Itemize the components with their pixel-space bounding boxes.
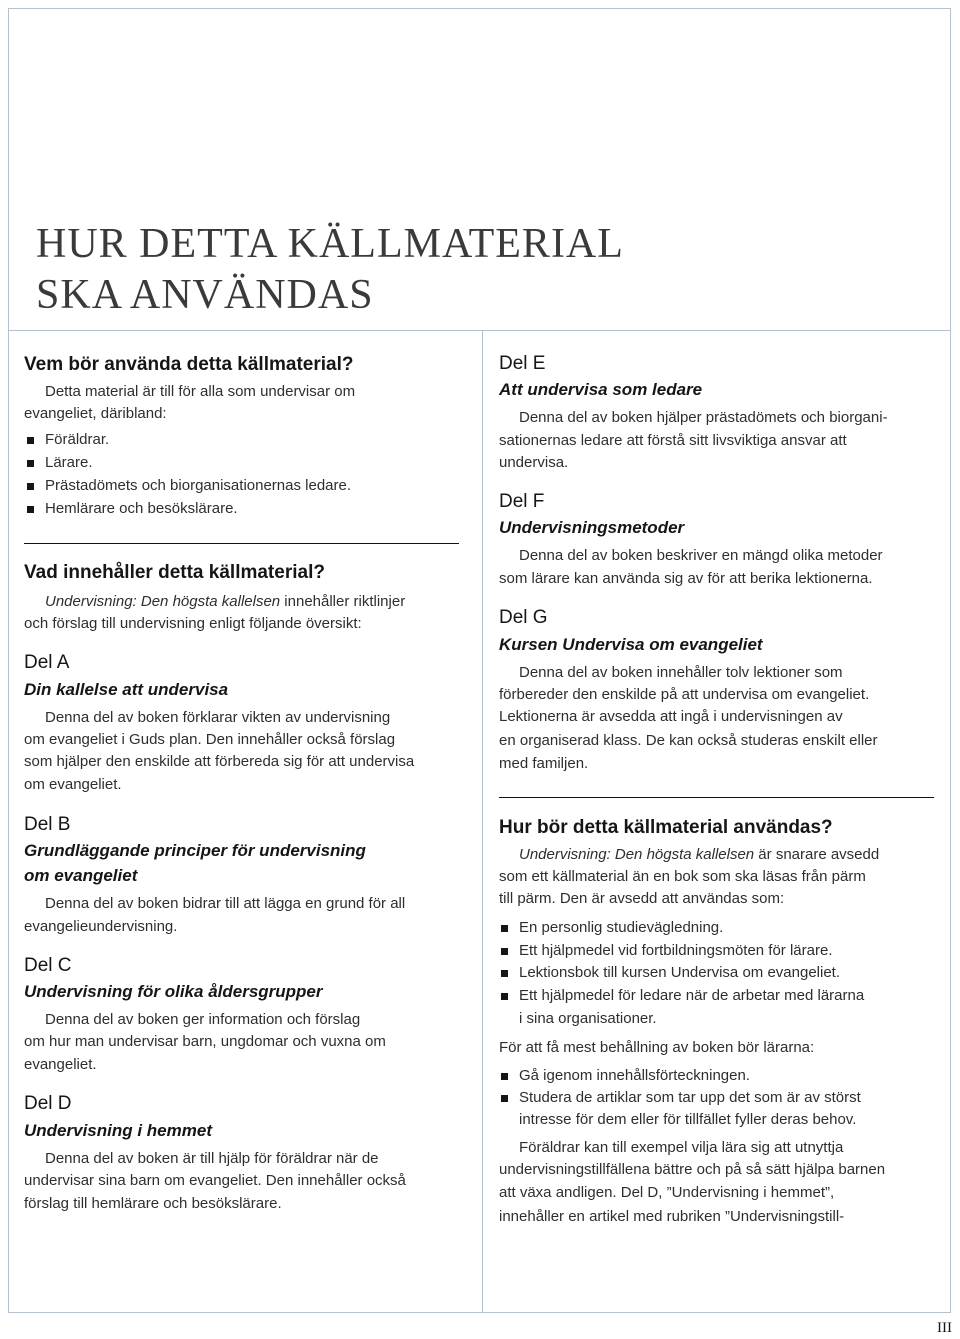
part-body-line: Denna del av boken innehåller tolv lektioner som (519, 664, 843, 681)
part-body-line: Lektionerna är avsedda att ingå i undervisningen av (499, 708, 843, 725)
part-body-line: Denna del av boken är till hjälp för föräldrar när de (45, 1150, 379, 1167)
who-bullet-item: Föräldrar. (45, 431, 110, 448)
part-label: Del G (499, 607, 548, 628)
part-body-line: Denna del av boken förklarar vikten av undervisning (45, 709, 391, 726)
teacher-step-item: Gå igenom innehållsförteckningen. (519, 1067, 750, 1084)
who-bullet-item: Lärare. (45, 454, 93, 471)
square-bullet-icon (27, 437, 34, 444)
teachers-intro: För att få mest behållning av boken bör lärarna: (499, 1039, 815, 1056)
usage-bullet-continuation: i sina organisationer. (519, 1010, 657, 1027)
usage-intro-rest: är snarare avsedd (754, 846, 880, 863)
page-title-line-1: HUR DETTA KÄLLMATERIAL (36, 221, 624, 267)
section-divider (24, 543, 459, 544)
square-bullet-icon (501, 925, 508, 932)
section-divider (499, 797, 934, 798)
who-bullet-item: Hemlärare och besökslärare. (45, 500, 238, 517)
part-body-line: undervisa. (499, 454, 569, 471)
part-label: Del A (24, 652, 70, 673)
part-subtitle: Undervisningsmetoder (499, 518, 685, 537)
example-line: innehåller en artikel med rubriken ”Undervisningstill- (499, 1208, 845, 1225)
square-bullet-icon (27, 460, 34, 467)
part-body-line: Denna del av boken beskriver en mängd olika metoder (519, 547, 883, 564)
usage-bullet-item: En personlig studievägledning. (519, 919, 724, 936)
part-body-line: Denna del av boken hjälper prästadömets och biorgani- (519, 409, 888, 426)
part-body-line: undervisar sina barn om evangeliet. Den innehåller också (24, 1172, 406, 1189)
contents-heading: Vad innehåller detta källmaterial? (24, 562, 325, 583)
part-body-line: förbereder den enskilde på att undervisa om evangeliet. (499, 686, 870, 703)
page-title-line-2: SKA ANVÄNDAS (36, 272, 374, 318)
part-body-line: förslag till hemlärare och besökslärare. (24, 1195, 282, 1212)
contents-intro-rest: innehåller riktlinjer (280, 593, 406, 610)
book-title-italic: Undervisning: Den högsta kallelsen (45, 593, 281, 610)
part-body-line: som hjälper den enskilde att förbereda sig för att undervisa (24, 753, 415, 770)
contents-intro-line: och förslag till undervisning enligt följande översikt: (24, 615, 362, 632)
part-subtitle: om evangeliet (24, 866, 138, 885)
page-number: III (937, 1320, 952, 1336)
square-bullet-icon (501, 970, 508, 977)
example-line: Föräldrar kan till exempel vilja lära sig att utnyttja (519, 1139, 844, 1156)
frame-right-line (950, 8, 951, 1313)
usage-bullet-item: Ett hjälpmedel för ledare när de arbetar med lärarna (519, 987, 865, 1004)
who-intro-line: evangeliet, däribland: (24, 405, 167, 422)
part-body-line: en organiserad klass. De kan också studeras enskilt eller (499, 732, 878, 749)
usage-intro-line: till pärm. Den är avsedd att användas som: (499, 890, 785, 907)
example-line: undervisningstillfällena bättre och på så sätt hjälpa barnen (499, 1161, 886, 1178)
part-subtitle: Undervisning i hemmet (24, 1121, 212, 1140)
square-bullet-icon (27, 483, 34, 490)
example-line: att växa andligen. Del D, ”Undervisning i hemmet”, (499, 1184, 835, 1201)
part-body-line: evangelieundervisning. (24, 918, 178, 935)
square-bullet-icon (501, 993, 508, 1000)
teacher-step-item: Studera de artiklar som tar upp det som är av störst (519, 1089, 861, 1106)
usage-heading: Hur bör detta källmaterial användas? (499, 817, 833, 838)
part-subtitle: Undervisning för olika åldersgrupper (24, 982, 323, 1001)
usage-intro-line: som ett källmaterial än en bok som ska läsas från pärm (499, 868, 866, 885)
frame-middle-horizontal-line (8, 330, 950, 331)
who-intro-line: Detta material är till för alla som undervisar om (45, 383, 356, 400)
who-bullet-item: Prästadömets och biorganisationernas ledare. (45, 477, 352, 494)
square-bullet-icon (501, 1095, 508, 1102)
part-body-line: evangeliet. (24, 1056, 97, 1073)
who-heading: Vem bör använda detta källmaterial? (24, 354, 354, 375)
part-label: Del E (499, 353, 546, 374)
frame-left-line (8, 8, 9, 1313)
part-body-line: som lärare kan använda sig av för att berika lektionerna. (499, 570, 873, 587)
teacher-step-continuation: intresse för dem eller för tillfället fyller deras behov. (519, 1111, 857, 1128)
frame-top-line (8, 8, 950, 9)
book-title-italic: Undervisning: Den högsta kallelsen (519, 846, 755, 863)
part-body-line: om evangeliet. (24, 776, 122, 793)
square-bullet-icon (27, 506, 34, 513)
part-body-line: om hur man undervisar barn, ungdomar och vuxna om (24, 1033, 386, 1050)
square-bullet-icon (501, 1073, 508, 1080)
square-bullet-icon (501, 948, 508, 955)
part-body-line: om evangeliet i Guds plan. Den innehåller också förslag (24, 731, 396, 748)
part-subtitle: Att undervisa som ledare (499, 380, 703, 399)
part-body-line: Denna del av boken bidrar till att lägga en grund för all (45, 895, 406, 912)
part-body-line: med familjen. (499, 755, 589, 772)
usage-bullet-item: Lektionsbok till kursen Undervisa om evangeliet. (519, 964, 840, 981)
contents-intro-line (45, 591, 405, 613)
part-body-line: Denna del av boken ger information och förslag (45, 1011, 361, 1028)
usage-bullet-item: Ett hjälpmedel vid fortbildningsmöten för lärare. (519, 942, 833, 959)
part-body-line: sationernas ledare att förstå sitt livsviktiga ansvar att (499, 432, 847, 449)
part-label: Del F (499, 491, 545, 512)
part-subtitle: Din kallelse att undervisa (24, 680, 229, 699)
usage-intro-line (519, 844, 879, 866)
part-subtitle: Grundläggande principer för undervisning (24, 841, 366, 860)
part-label: Del C (24, 955, 72, 976)
frame-bottom-line (8, 1312, 951, 1313)
frame-column-divider (482, 330, 483, 1313)
part-label: Del D (24, 1093, 72, 1114)
part-label: Del B (24, 814, 71, 835)
part-subtitle: Kursen Undervisa om evangeliet (499, 635, 763, 654)
